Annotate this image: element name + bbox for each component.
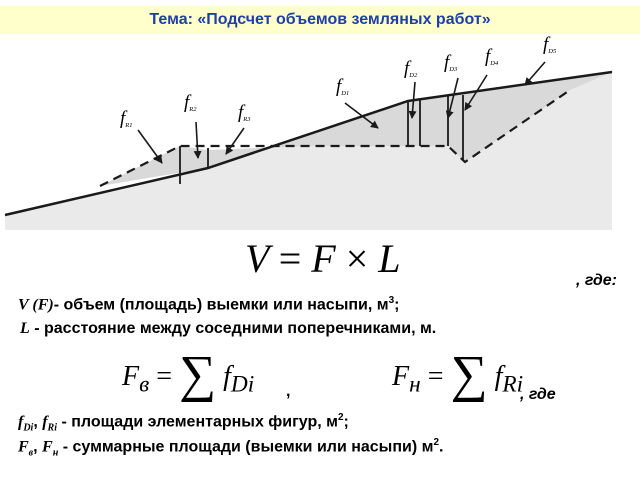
fv-eq: = (156, 361, 173, 392)
fv-term: $f_{Di}$ (223, 361, 255, 398)
formula-fn (392, 344, 523, 410)
where-text-2: , где (520, 386, 556, 403)
label-fD5: fD5 (543, 34, 557, 55)
fv-lhs: $F_в$ (122, 361, 150, 398)
fn-lhs: $F_н$ (392, 361, 421, 398)
formula-f: F (311, 236, 336, 281)
formula-fv (122, 344, 254, 410)
label-fR2: fR2 (184, 92, 197, 113)
definition-v-end: ; (394, 296, 400, 314)
unit-power: 3 (388, 295, 395, 306)
unit-power: 2 (433, 437, 440, 448)
fn-eq: = (427, 361, 444, 392)
label-fD4: fD4 (485, 46, 499, 67)
label-fR3: fR3 (238, 102, 251, 123)
formula-eq: = (278, 236, 302, 281)
symbol-f-r-sub: Ri (47, 422, 57, 434)
symbol-f-r: f (42, 413, 48, 431)
symbol-F-v: F (18, 438, 29, 456)
ground-slope (5, 72, 612, 230)
definition-f: $f_{Di}$, $f_{Ri}$ - площади элементарных фигур, $м^2$; (18, 412, 349, 434)
symbol-f-d-sub: Di (23, 422, 34, 434)
label-fD1: fD1 (336, 76, 350, 97)
symbol-F-n: F (42, 438, 53, 456)
symbol-F-v-sub: в (28, 447, 34, 459)
formula-l: L (378, 236, 401, 281)
unit-power: 2 (337, 412, 344, 423)
definition-F-end: . (439, 438, 444, 456)
definition-f-end: ; (343, 413, 349, 431)
where-text: , где: (576, 272, 617, 289)
sum-sign: ∑ (179, 346, 217, 403)
page-title: Тема: «Подсчет объемов земляных работ» (149, 11, 491, 28)
symbol-F-n-sub: н (52, 447, 59, 459)
arrow (138, 130, 162, 163)
formula-times: × (345, 236, 369, 281)
fn-term: $f_{Ri}$ (494, 361, 524, 398)
definition-F-text: - суммарные площади (выемки или насыпи) м (58, 438, 434, 456)
definition-v (18, 295, 399, 314)
sum-sign: ∑ (450, 346, 488, 403)
symbol-f-d: f (18, 413, 24, 431)
label-fD2: fD2 (404, 58, 418, 79)
definition-F: $F_в$, $F_н$ - суммарные площади (выемки или насыпи) $м^2$. (18, 437, 444, 459)
formula-v: V (245, 236, 269, 281)
definition-v-text: - объем (площадь) выемки или насыпи, м (53, 296, 389, 314)
formula-volume (245, 236, 401, 282)
symbol-v: V (F) (18, 296, 54, 314)
label-fD3: fD3 (444, 52, 458, 73)
definition-l-text: - расстояние между соседними поперечниками, м. (29, 320, 437, 337)
definition-f-text: - площади элементарных фигур, м (57, 413, 338, 431)
symbol-l: L (20, 320, 30, 337)
definition-l (20, 320, 436, 338)
comma: , (286, 383, 291, 400)
label-fR1: fR1 (120, 108, 133, 129)
